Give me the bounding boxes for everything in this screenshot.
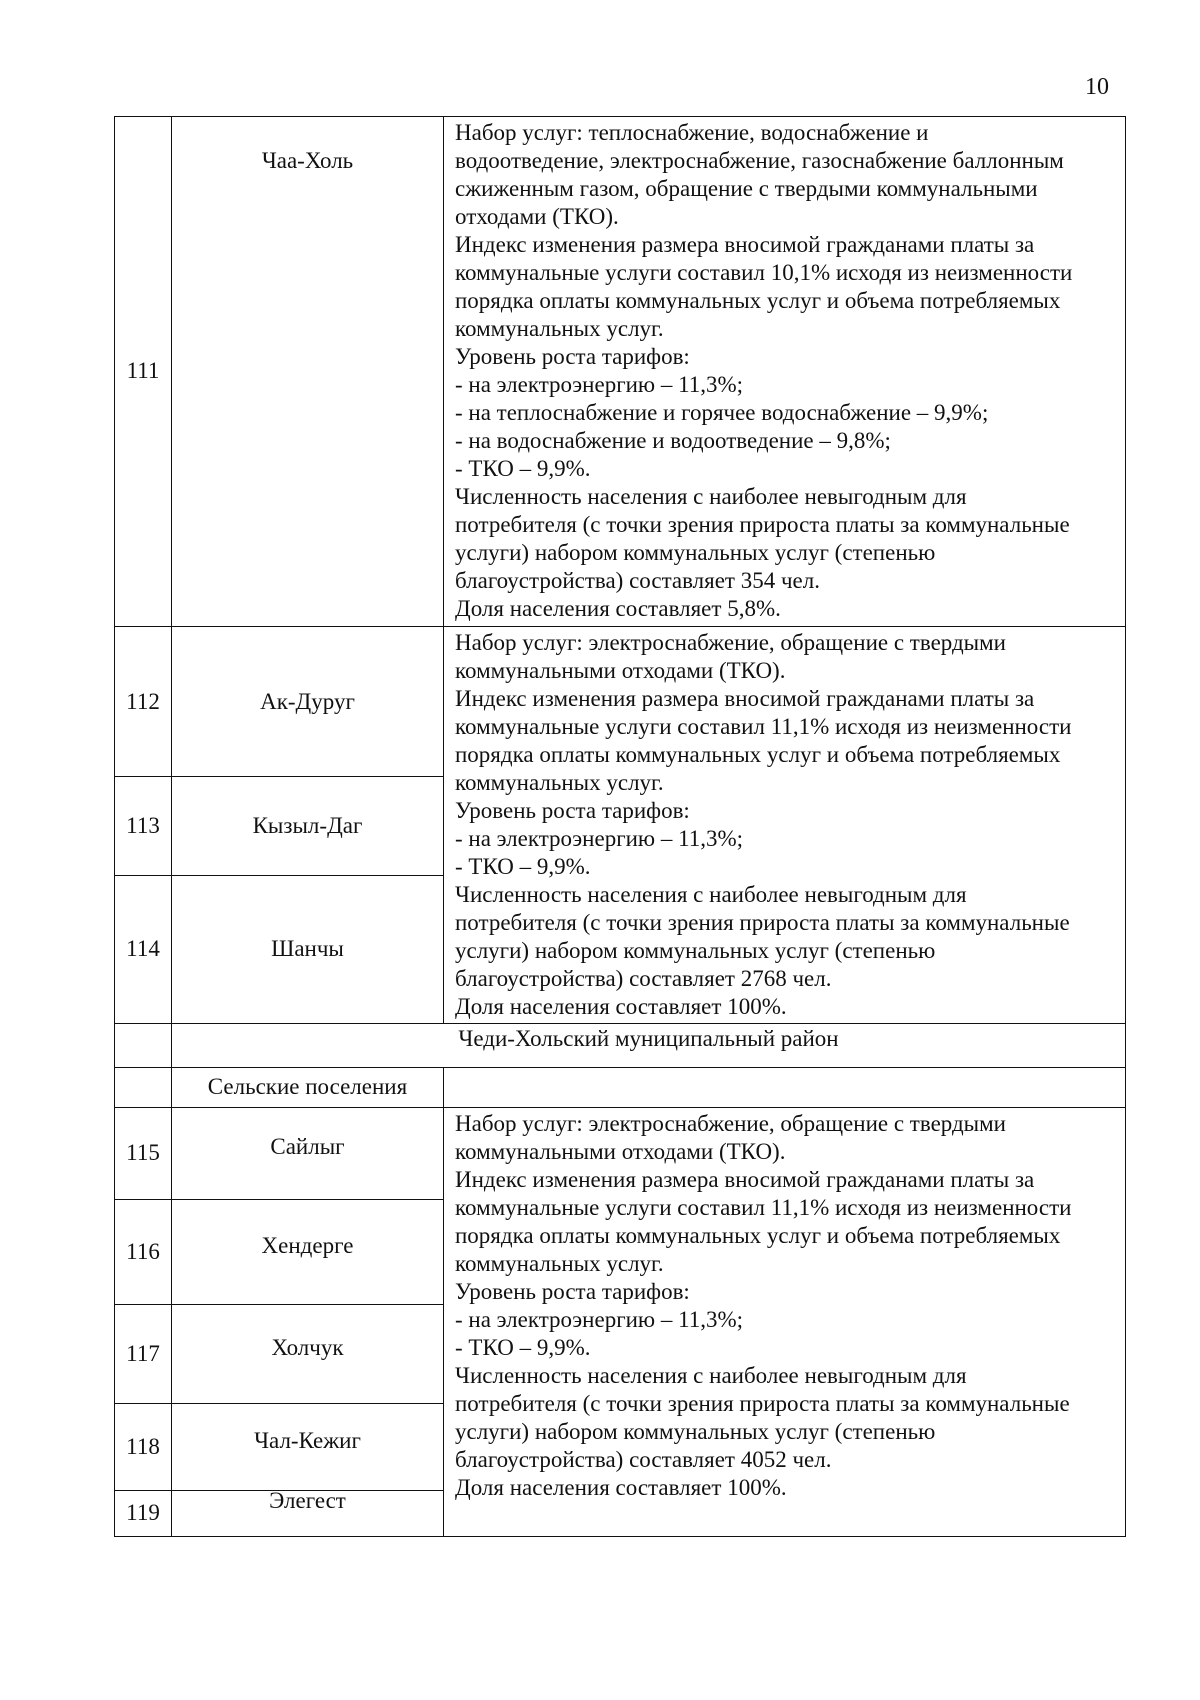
description-line: сжиженным газом, обращение с твердыми коммунальными <box>455 176 1038 201</box>
section-row <box>115 1068 1126 1107</box>
row-number: 113 <box>115 777 172 876</box>
description-line: услуги) набором коммунальных услуг (степенью <box>455 1418 936 1444</box>
description-line: Доля населения составляет 5,8%. <box>455 596 781 621</box>
row-number: 112 <box>115 626 172 776</box>
settlement-name-text: Сайлыг <box>270 1134 345 1160</box>
settlement-name <box>172 1490 444 1536</box>
settlement-name: Кызыл-Даг <box>172 777 444 876</box>
table-row <box>115 1107 1126 1200</box>
description-line: порядка оплаты коммунальных услуг и объема потребляемых <box>455 741 1061 767</box>
description-line: Численность населения с наиболее невыгодным для <box>455 484 967 509</box>
empty-cell <box>444 1068 1126 1107</box>
description-line: коммунальных услуг. <box>455 769 664 795</box>
description-line: порядка оплаты коммунальных услуг и объема потребляемых <box>455 288 1061 313</box>
row-number: 111 <box>115 117 172 627</box>
description-line: Доля населения составляет 100%. <box>455 1474 787 1500</box>
table-row <box>115 117 1126 627</box>
description-line: порядка оплаты коммунальных услуг и объема потребляемых <box>455 1222 1061 1248</box>
description-line: - ТКО – 9,9%. <box>455 853 591 879</box>
description-line: - на водоснабжение и водоотведение – 9,8%; <box>455 428 891 453</box>
description-line: благоустройства) составляет 354 чел. <box>455 568 820 593</box>
description-line: потребителя (с точки зрения прироста платы за коммунальные <box>455 512 1070 537</box>
description-line: потребителя (с точки зрения прироста платы за коммунальные <box>455 909 1070 935</box>
empty-cell <box>115 1068 172 1107</box>
description-line: услуги) набором коммунальных услуг (степенью <box>455 937 936 963</box>
description-line: - ТКО – 9,9%. <box>455 456 591 481</box>
section-title: Сельские поселения <box>172 1068 444 1107</box>
tariff-table <box>114 116 1126 1537</box>
settlement-name-text: Хендерге <box>261 1232 354 1258</box>
settlement-name: Ак-Дуруг <box>172 626 444 776</box>
description-line: Доля населения составляет 100%. <box>455 993 787 1019</box>
settlement-name: Чаа-Холь <box>172 117 444 627</box>
description-line: потребителя (с точки зрения прироста платы за коммунальные <box>455 1390 1070 1416</box>
description-line: благоустройства) составляет 4052 чел. <box>455 1446 832 1472</box>
settlement-name: Шанчы <box>172 875 444 1023</box>
row-number: 118 <box>115 1404 172 1490</box>
description-line: Численность населения с наиболее невыгодным для <box>455 881 967 907</box>
description-line: Уровень роста тарифов: <box>455 1278 690 1304</box>
settlement-name-text: Чал-Кежиг <box>254 1427 361 1453</box>
description-line: Индекс изменения размера вносимой гражданами платы за <box>455 685 1035 711</box>
description-line: - на теплоснабжение и горячее водоснабжение – 9,9%; <box>455 400 989 425</box>
description-cell <box>444 1107 1126 1536</box>
description-line: коммунальных услуг. <box>455 1250 664 1276</box>
description-line: Набор услуг: теплоснабжение, водоснабжение и <box>455 120 929 145</box>
table-row <box>115 626 1126 776</box>
description-line: Уровень роста тарифов: <box>455 344 690 369</box>
description-line: коммунальные услуги составил 10,1% исходя из неизменности <box>455 260 1073 285</box>
description-line: Уровень роста тарифов: <box>455 797 690 823</box>
district-title: Чеди-Хольский муниципальный район <box>172 1024 1126 1068</box>
description-line: коммунальными отходами (ТКО). <box>455 1138 786 1164</box>
row-number: 116 <box>115 1200 172 1305</box>
description-line: благоустройства) составляет 2768 чел. <box>455 965 832 991</box>
description-line: коммунальными отходами (ТКО). <box>455 657 786 683</box>
description-line: водоотведение, электроснабжение, газоснабжение баллонным <box>455 148 1064 173</box>
description-cell <box>444 626 1126 1023</box>
description-line: коммунальные услуги составил 11,1% исходя из неизменности <box>455 713 1072 739</box>
settlement-name-text: Холчук <box>271 1334 344 1360</box>
description-line: - на электроэнергию – 11,3%; <box>455 1306 744 1332</box>
description-line: - ТКО – 9,9%. <box>455 1334 591 1360</box>
row-number: 119 <box>115 1490 172 1536</box>
row-number: 115 <box>115 1107 172 1200</box>
description-line: Численность населения с наиболее невыгодным для <box>455 1362 967 1388</box>
description-line: Набор услуг: электроснабжение, обращение с твердыми <box>455 1110 1006 1136</box>
description-line: Индекс изменения размера вносимой гражданами платы за <box>455 232 1035 257</box>
settlement-name <box>172 1200 444 1305</box>
description-cell <box>444 117 1126 627</box>
settlement-name <box>172 1404 444 1490</box>
page-number: 10 <box>1085 74 1109 100</box>
district-row <box>115 1024 1126 1068</box>
settlement-name <box>172 1107 444 1200</box>
settlement-name-text: Элегест <box>269 1488 346 1514</box>
description-line: Индекс изменения размера вносимой гражданами платы за <box>455 1166 1035 1192</box>
description-line: коммунальных услуг. <box>455 316 664 341</box>
description-line: - на электроэнергию – 11,3%; <box>455 825 744 851</box>
description-line: коммунальные услуги составил 11,1% исходя из неизменности <box>455 1194 1072 1220</box>
description-line: Набор услуг: электроснабжение, обращение с твердыми <box>455 629 1006 655</box>
row-number: 114 <box>115 875 172 1023</box>
description-line: отходами (ТКО). <box>455 204 619 229</box>
description-line: - на электроэнергию – 11,3%; <box>455 372 744 397</box>
empty-cell <box>115 1024 172 1068</box>
row-number: 117 <box>115 1304 172 1404</box>
settlement-name <box>172 1304 444 1404</box>
description-line: услуги) набором коммунальных услуг (степенью <box>455 540 936 565</box>
